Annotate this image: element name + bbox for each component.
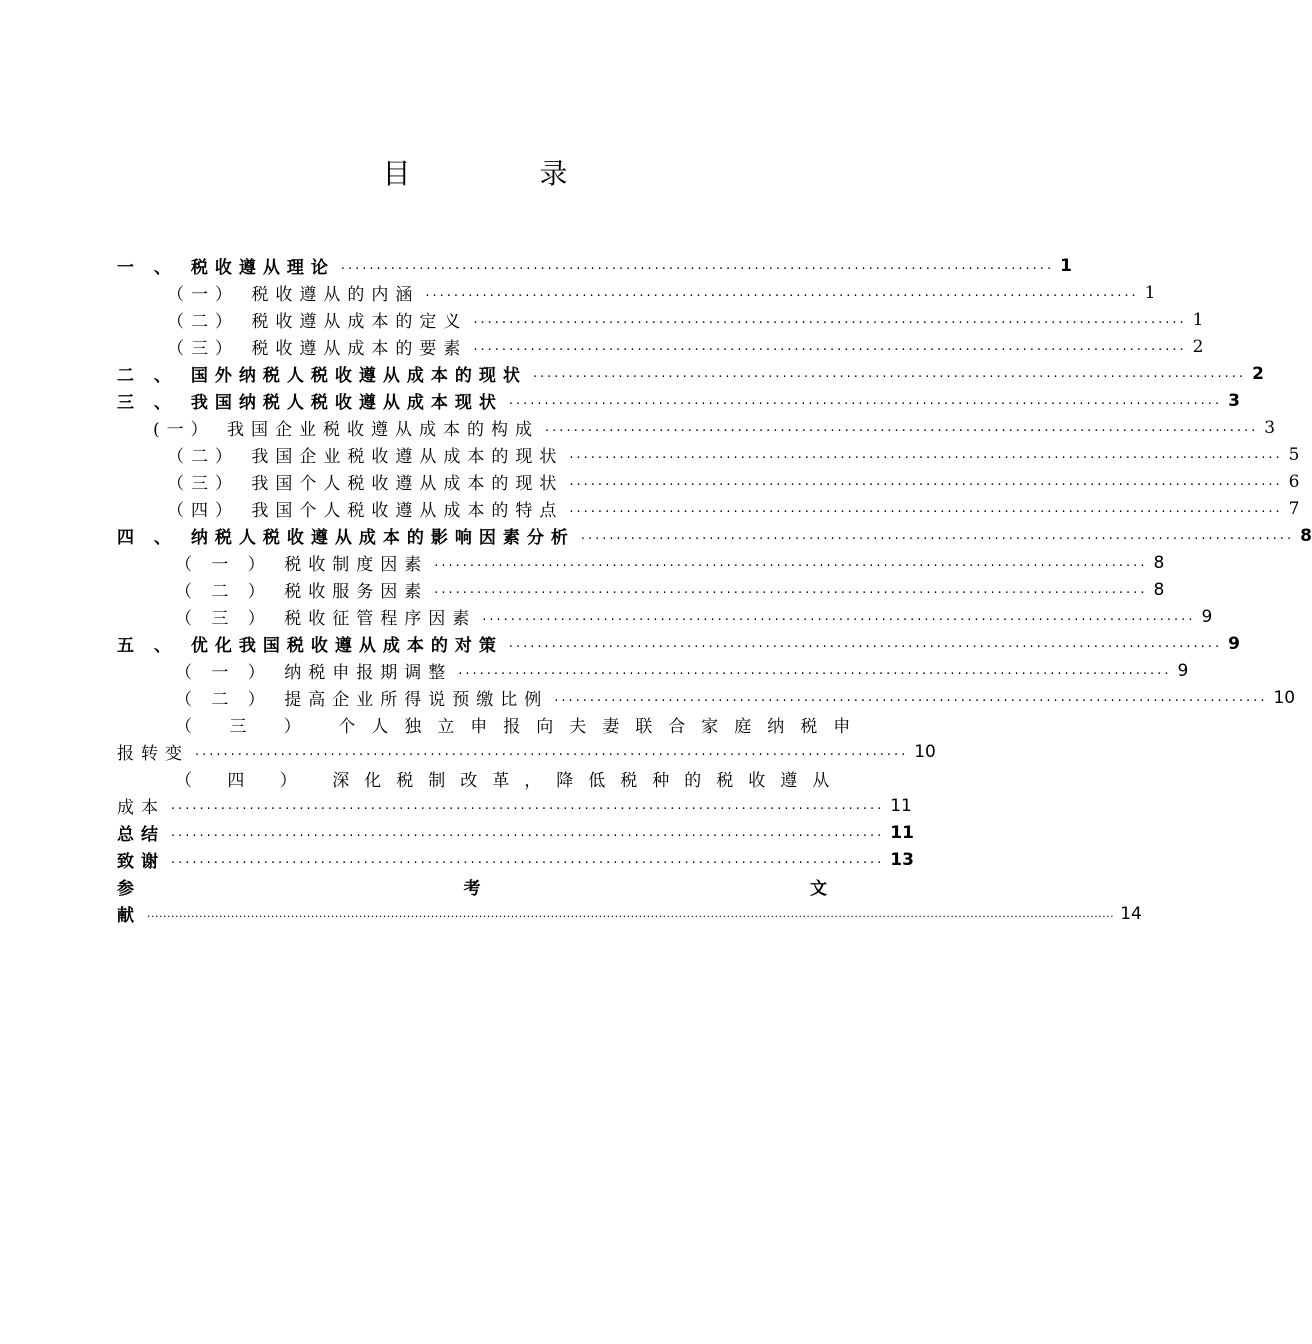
dot-leader: .................................................................................................... (473, 339, 1187, 354)
toc-entry-page: 6 (1288, 471, 1300, 492)
toc-entry-text: 二 、 国外纳税人税收遵从成本的现状 (117, 366, 527, 386)
toc-entry-5-1[interactable] (117, 657, 1189, 684)
toc-entry-references-line2[interactable] (117, 900, 1142, 927)
dot-leader: .................................................................................................... (508, 636, 1223, 651)
toc-entry-page: 10 (1273, 687, 1296, 708)
toc-entry-text: （ 二 ） 提高企业所得说预缴比例 (175, 690, 549, 710)
dot-leader: .................................................................................................... (569, 474, 1283, 489)
dot-leader: .................................................................................................... (171, 798, 885, 813)
toc-entry-page: 2 (1192, 336, 1204, 357)
dot-leader: .................................................................................................... (171, 852, 885, 867)
toc-entry-text: 致谢 (117, 852, 165, 872)
toc-entry-text: 总结 (117, 825, 165, 845)
toc-entry-page: 14 (1120, 903, 1142, 924)
toc-entry-text: （ 一 ） 税收制度因素 (175, 555, 429, 575)
toc-entry-text: （ 四 ） 深化税制改革，降低税种的税收遵从 (175, 771, 845, 791)
dot-leader: .................................................................................................... (532, 366, 1247, 381)
toc-entry-text: 成本 (117, 798, 165, 818)
toc-entry-text: （三） 我国个人税收遵从成本的现状 (167, 474, 564, 494)
dot-leader: .................................................................................................... (425, 285, 1139, 300)
toc-entry-text: （一） 税收遵从的内涵 (167, 285, 420, 305)
toc-entry-5-4-line1[interactable] (117, 765, 845, 792)
toc-entry-text: （四） 我国个人税收遵从成本的特点 (167, 501, 564, 521)
toc-entry-text: 五 、 优化我国税收遵从成本的对策 (117, 636, 503, 656)
toc-entry-text: （ 三 ） 个人独立申报向夫妻联合家庭纳税申 (175, 717, 867, 737)
dot-leader: .................................................................................................... (340, 258, 1055, 273)
toc-entry-3-3[interactable] (117, 468, 1300, 495)
toc-entry-text: （二） 税收遵从成本的定义 (167, 312, 468, 332)
toc-entry-3[interactable] (117, 387, 1240, 414)
toc-entry-summary[interactable] (117, 819, 914, 846)
toc-entry-page: 9 (1228, 633, 1240, 654)
toc-entry-1-2[interactable] (117, 306, 1204, 333)
toc-entry-1-1[interactable] (117, 279, 1156, 306)
toc-entry-text: 三 、 我国纳税人税收遵从成本现状 (117, 393, 503, 413)
toc-entry-text: 四 、 纳税人税收遵从成本的影响因素分析 (117, 528, 575, 548)
toc-entry-5-3-line2[interactable] (117, 738, 936, 765)
toc-entry-page: 5 (1288, 444, 1300, 465)
toc-entry-page: 3 (1264, 417, 1276, 438)
dot-leader: .................................................................................................................................................................................................................................................. (147, 907, 1115, 920)
toc-entry-4[interactable] (117, 522, 1312, 549)
toc-entry-page: 11 (890, 822, 914, 843)
toc-entry-page: 1 (1144, 282, 1156, 303)
toc-entry-page: 9 (1177, 660, 1189, 681)
dot-leader: .................................................................................................... (171, 825, 885, 840)
dot-leader: .................................................................................................... (569, 501, 1283, 516)
dot-leader: .................................................................................................... (473, 312, 1187, 327)
toc-entry-page: 8 (1300, 525, 1312, 546)
toc-entry-5[interactable] (117, 630, 1240, 657)
toc-entry-4-1[interactable] (117, 549, 1165, 576)
toc-entry-text-end: 文 (810, 879, 827, 899)
toc-entry-2[interactable] (117, 360, 1264, 387)
toc-entry-text: 参 (117, 879, 134, 899)
toc-entry-3-4[interactable] (117, 495, 1300, 522)
toc-entry-page: 11 (890, 795, 912, 816)
toc-entry-3-1[interactable] (117, 414, 1276, 441)
toc-entry-text: (一） 我国企业税收遵从成本的构成 (153, 420, 540, 440)
toc-entry-page: 10 (914, 741, 936, 762)
toc-entry-references-line1[interactable] (117, 873, 827, 900)
toc-entry-text: （三） 税收遵从成本的要素 (167, 339, 468, 359)
toc-entry-page: 1 (1060, 255, 1072, 276)
toc-entry-1[interactable] (117, 252, 1072, 279)
toc-entry-page: 9 (1201, 606, 1213, 627)
toc-entry-text-mid: 考 (463, 879, 481, 899)
dot-leader: .................................................................................................... (434, 582, 1148, 597)
toc-entry-page: 8 (1153, 579, 1165, 600)
page-title: 目 录 (382, 157, 628, 190)
toc-entry-5-4-line2[interactable] (117, 792, 912, 819)
dot-leader: .................................................................................................... (458, 663, 1172, 678)
toc-entry-page: 13 (890, 849, 914, 870)
toc-entry-text: 报转变 (117, 744, 189, 764)
toc-entry-4-3[interactable] (117, 603, 1213, 630)
toc-entry-acknowledgements[interactable] (117, 846, 914, 873)
toc-entry-text: （二） 我国企业税收遵从成本的现状 (167, 447, 564, 467)
toc-entry-4-2[interactable] (117, 576, 1165, 603)
toc-entry-text: 献 (117, 906, 141, 926)
dot-leader: .................................................................................................... (569, 447, 1283, 462)
toc-entry-1-3[interactable] (117, 333, 1204, 360)
dot-leader: .................................................................................................... (580, 528, 1295, 543)
toc-entry-text: 一 、 税收遵从理论 (117, 258, 335, 278)
toc-entry-5-2[interactable] (117, 684, 1296, 711)
dot-leader: .................................................................................................... (195, 744, 909, 759)
toc-entry-page: 3 (1228, 390, 1240, 411)
dot-leader: .................................................................................................... (482, 609, 1196, 624)
toc-entry-text: （ 一 ） 纳税申报期调整 (175, 663, 453, 683)
toc-entry-5-3-line1[interactable] (117, 711, 867, 738)
dot-leader: .................................................................................................... (508, 393, 1223, 408)
dot-leader: .................................................................................................... (434, 555, 1148, 570)
toc-entry-page: 2 (1252, 363, 1264, 384)
dot-leader: .................................................................................................... (554, 690, 1268, 705)
toc-entry-text: （ 二 ） 税收服务因素 (175, 582, 429, 602)
toc-entry-3-2[interactable] (117, 441, 1300, 468)
toc-entry-page: 1 (1192, 309, 1204, 330)
toc-entry-page: 8 (1153, 552, 1165, 573)
dot-leader: .................................................................................................... (545, 420, 1259, 435)
toc-entry-page: 7 (1288, 498, 1300, 519)
toc-entry-text: （ 三 ） 税收征管程序因素 (175, 609, 477, 629)
